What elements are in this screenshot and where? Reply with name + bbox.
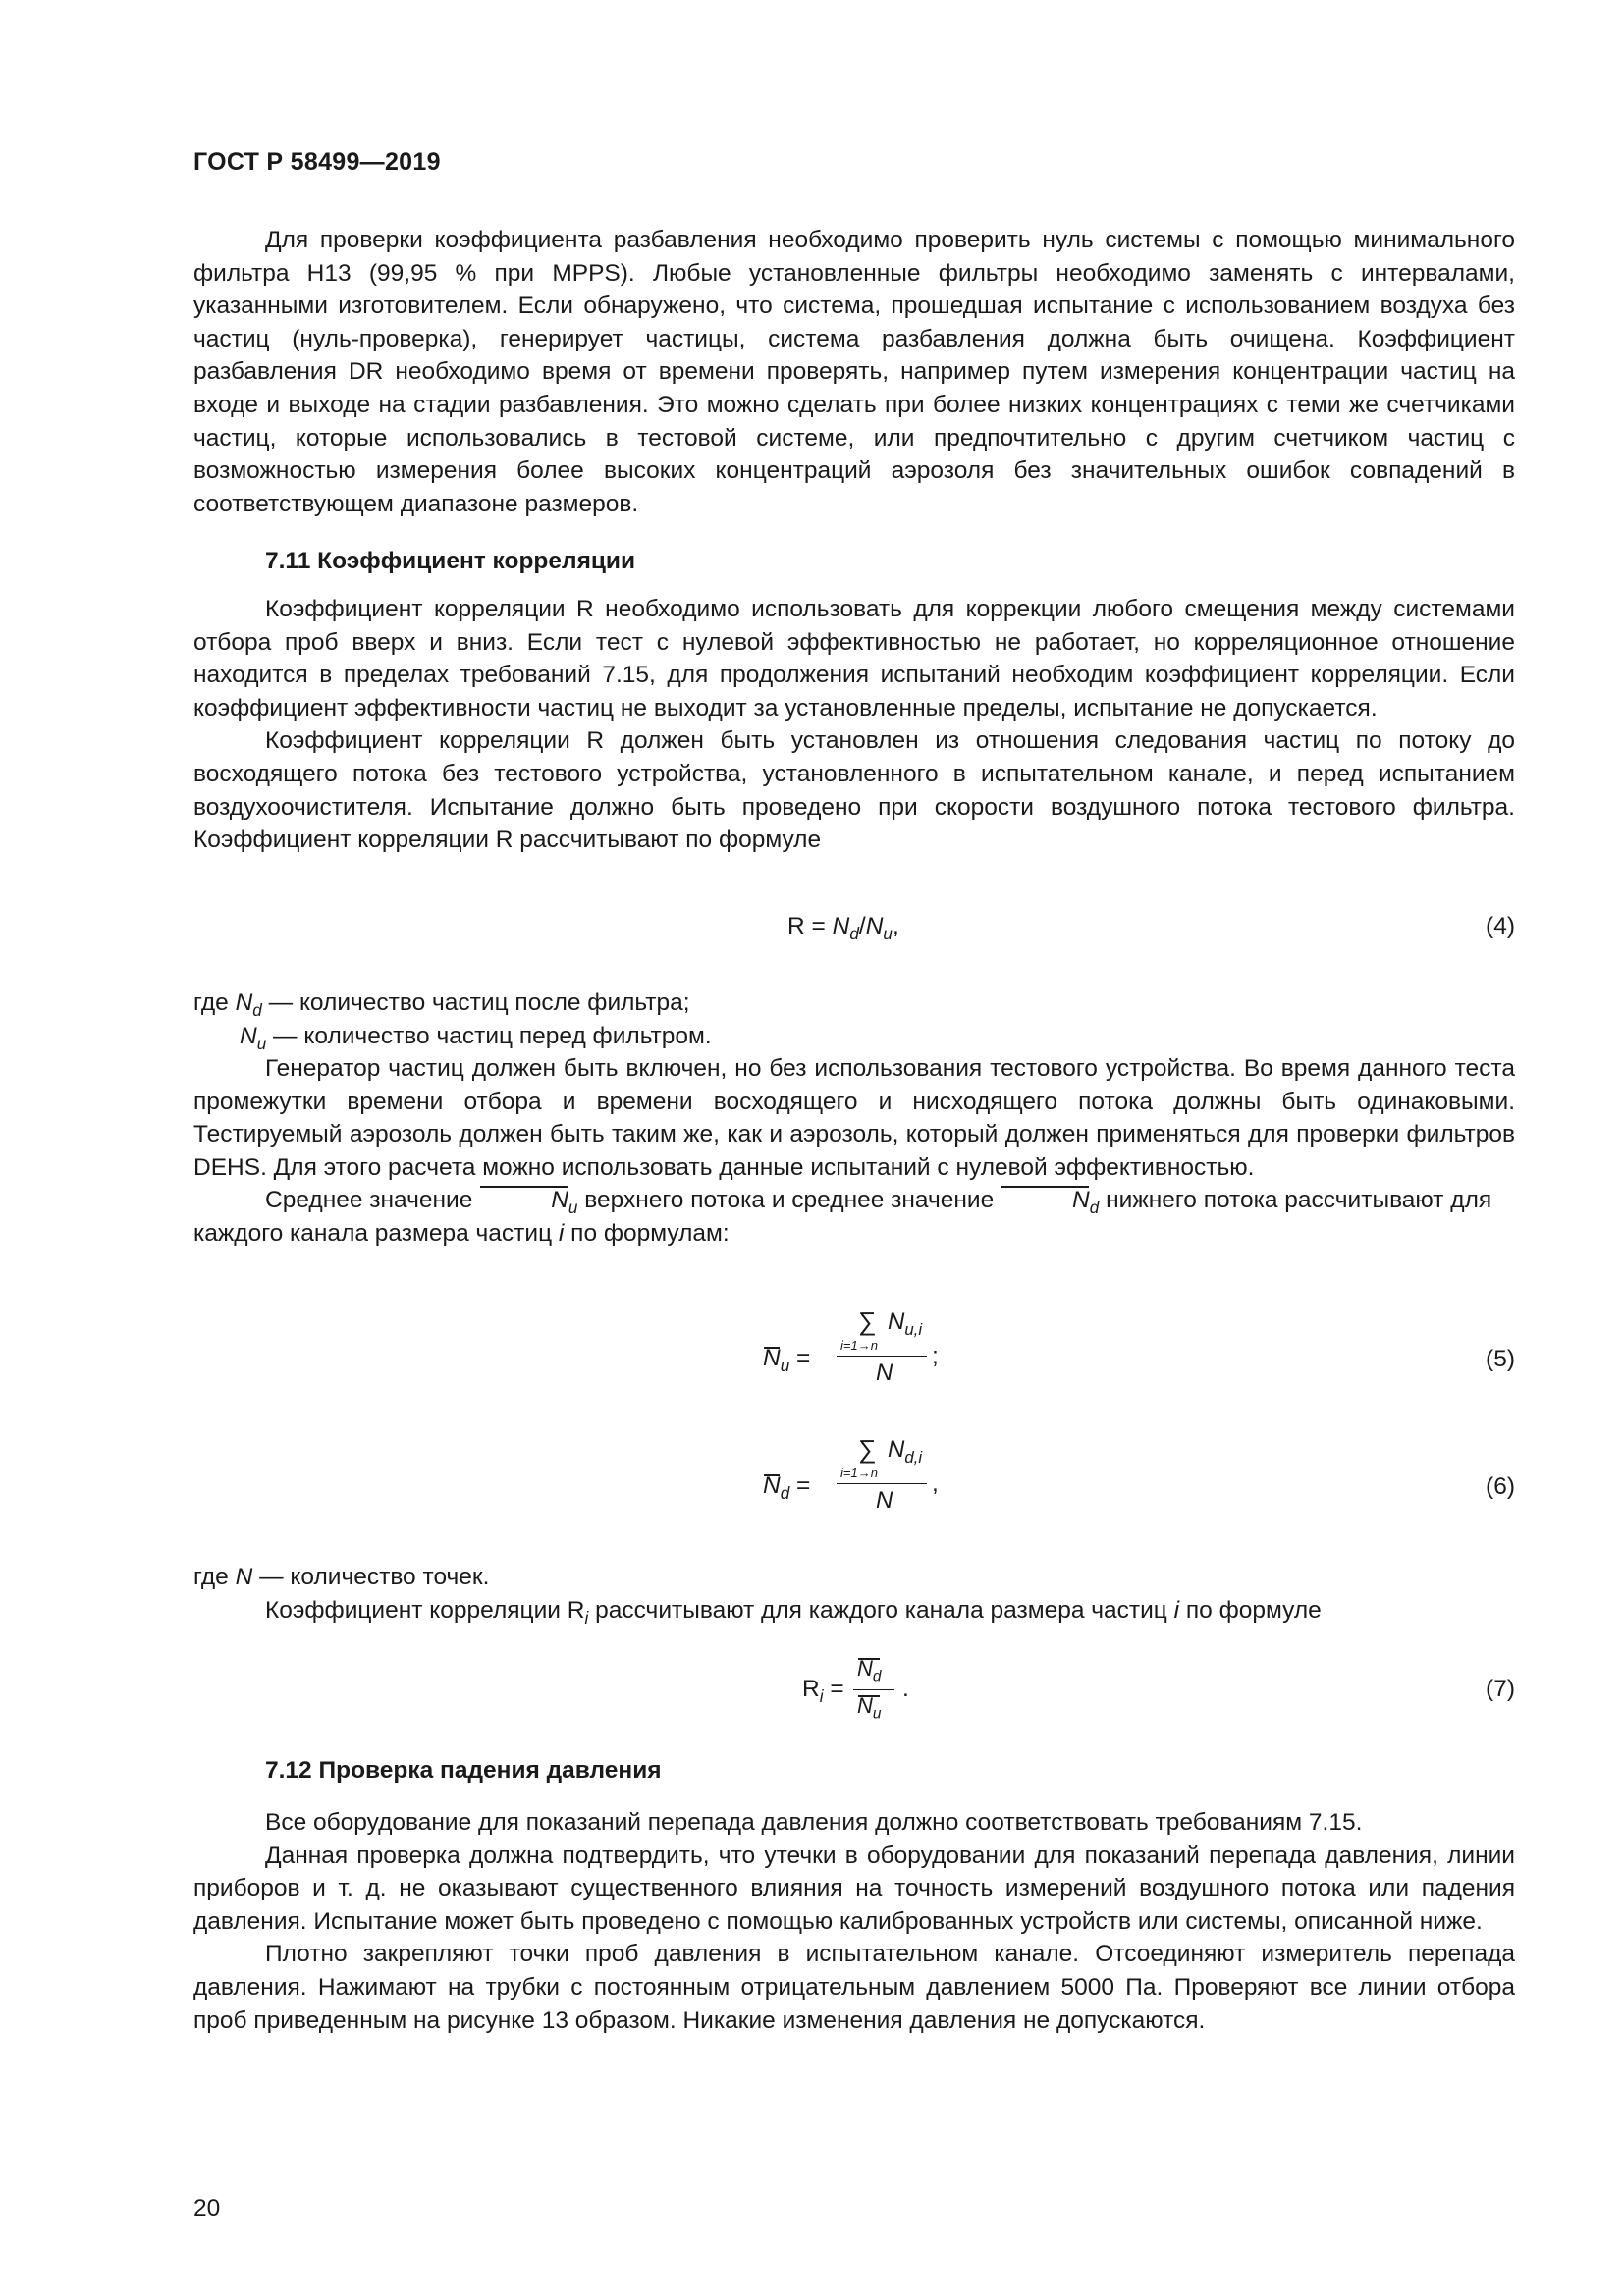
section-7-12-paragraph-2: Данная проверка должна подтвердить, что утечки в оборудовании для показаний перепада давления, линии приборов и т. д. не оказывают существенного влияния на точность измерений воздушного потока или падения давления. Испытание может быть проведено с помощью калиброванных устройств или системы, описанной ниже.	[193, 1842, 1515, 1935]
equation-6-legend: где N — количество точек. Коэффициент корреляции $R_i$ рассчитывают для каждого канала размера частиц i по формуле	[193, 1561, 1515, 1627]
section-7-12-paragraph-3: Плотно закрепляют точки проб давления в испытательном канале. Отсоединяют измеритель перепада давления. Нажимают на трубки с постоянным отрицательным давлением 5000 Па. Проверяют все линии отбора проб приведенным на рисунке 13 образом. Никакие изменения давления не допускаются.	[193, 1941, 1515, 2034]
equation-6-lhs: $N_d$ =	[763, 1472, 811, 1503]
fraction-bar	[837, 1483, 927, 1484]
equation-6: $N_d$ = ∑ $N_{d,i}$ i=1→n N , (6)	[193, 1428, 1515, 1526]
equation-7-fraction: $N_d$ $N_u$	[853, 1654, 894, 1733]
equation-4-legend	[193, 987, 1515, 1052]
section-7-12-paragraph-1: Все оборудование для показаний перепада давления должно соответствовать требованиям 7.15.	[265, 1809, 1363, 1836]
section-7-11-paragraph-3: Генератор частиц должен быть включен, но без использования тестового устройства. Во время данного теста промежутки времени отбора и времени восходящего и нисходящего потока должны быть одинаковыми. Тестируемый аэрозоль должен быть таким же, как и аэрозоль, который должен применяться для проверки фильтров DEHS. Для этого расчета можно использовать данные испытаний с нулевой эффективностью.	[193, 1055, 1515, 1181]
fraction-bar	[837, 1356, 927, 1357]
section-7-11-text-block	[193, 593, 1515, 857]
document-header: ГОСТ Р 58499—2019	[193, 148, 441, 176]
equation-5: $N_u$ = ∑ $N_{u,i}$ i=1→n N ; (5)	[193, 1301, 1515, 1399]
equation-4-body: $R = N_d/N_u$,	[787, 913, 899, 943]
section-7-11-paragraph-5: Коэффициент корреляции $R_i$ рассчитывают для каждого канала размера частиц i по формуле	[265, 1596, 1322, 1628]
equation-4-number: (4)	[1486, 913, 1515, 939]
equation-7-lhs: $R_i$ =	[802, 1676, 844, 1706]
equation-6-fraction: ∑ $N_{d,i}$ i=1→n N	[837, 1428, 927, 1526]
section-7-11-text-block-2	[193, 1052, 1515, 1251]
equation-5-number: (5)	[1486, 1346, 1515, 1372]
equation-5-lhs: $N_u$ =	[763, 1345, 811, 1375]
section-7-11-heading: 7.11 Коэффициент корреляции	[265, 548, 636, 574]
section-7-11-paragraph-2: Коэффициент корреляции R должен быть установлен из отношения следования частиц по потоку до восходящего потока без тестового устройства, установленного в испытательном канале, и перед испытанием воздухоочистителя. Испытание должно быть проведено при скорости воздушного потока тестового фильтра. Коэффициент корреляции R рассчитывают по формуле	[193, 727, 1515, 854]
equation-5-fraction: ∑ $N_{u,i}$ i=1→n N	[837, 1301, 927, 1399]
legend-nu: $N_u$ — количество частиц перед фильтром.	[240, 1022, 712, 1053]
page-number: 20	[193, 2195, 221, 2221]
equation-7-number: (7)	[1486, 1676, 1515, 1702]
legend-nd: где $N_d$ — количество частиц после фильтра;	[193, 989, 690, 1020]
intro-paragraph-block	[193, 224, 1515, 520]
section-7-11-paragraph-1: Коэффициент корреляции R необходимо использовать для коррекции любого смещения между системами отбора проб вверх и вниз. Если тест с нулевой эффективностью не работает, но корреляционное отношение находится в пределах требований 7.15, для продолжения испытаний необходим коэффициент корреляции. Если коэффициент эффективности частиц не выходит за установленные пределы, испытание не допускается.	[193, 596, 1515, 721]
intro-paragraph: Для проверки коэффициента разбавления необходимо проверить нуль системы с помощью минимального фильтра Н13 (99,95 % при MPPS). Любые установленные фильтры необходимо заменять с интервалами, указанными изготовителем. Если обнаружено, что система, прошедшая испытание с использованием воздуха без частиц (нуль-проверка), генерирует частицы, система разбавления должна быть очищена. Коэффициент разбавления DR необходимо время от времени проверять, например путем измерения концентрации частиц на входе и выходе на стадии разбавления. Это можно сделать при более низких концентрациях с теми же счетчиками частиц, которые использовались в тестовой системе, или предпочтительно с другим счетчиком частиц с возможностью измерения более высоких концентраций аэрозоля без значительных ошибок совпадений в соответствующем диапазоне размеров.	[193, 227, 1515, 517]
section-7-12-heading: 7.12 Проверка падения давления	[265, 1757, 662, 1784]
section-7-11-paragraph-4: Среднее значение $N_u$ верхнего потока и среднее значение $N_d$ нижнего потока рассчитывают для	[193, 1184, 1515, 1217]
equation-4	[193, 913, 1515, 972]
fraction-bar	[853, 1689, 894, 1690]
equation-6-number: (6)	[1486, 1473, 1515, 1500]
section-7-12-text-block	[193, 1806, 1515, 2037]
equation-7: $R_i$ = $N_d$ $N_u$ . (7)	[193, 1654, 1515, 1733]
section-7-11-paragraph-4-cont: каждого канала размера частиц i по формулам:	[193, 1219, 730, 1247]
